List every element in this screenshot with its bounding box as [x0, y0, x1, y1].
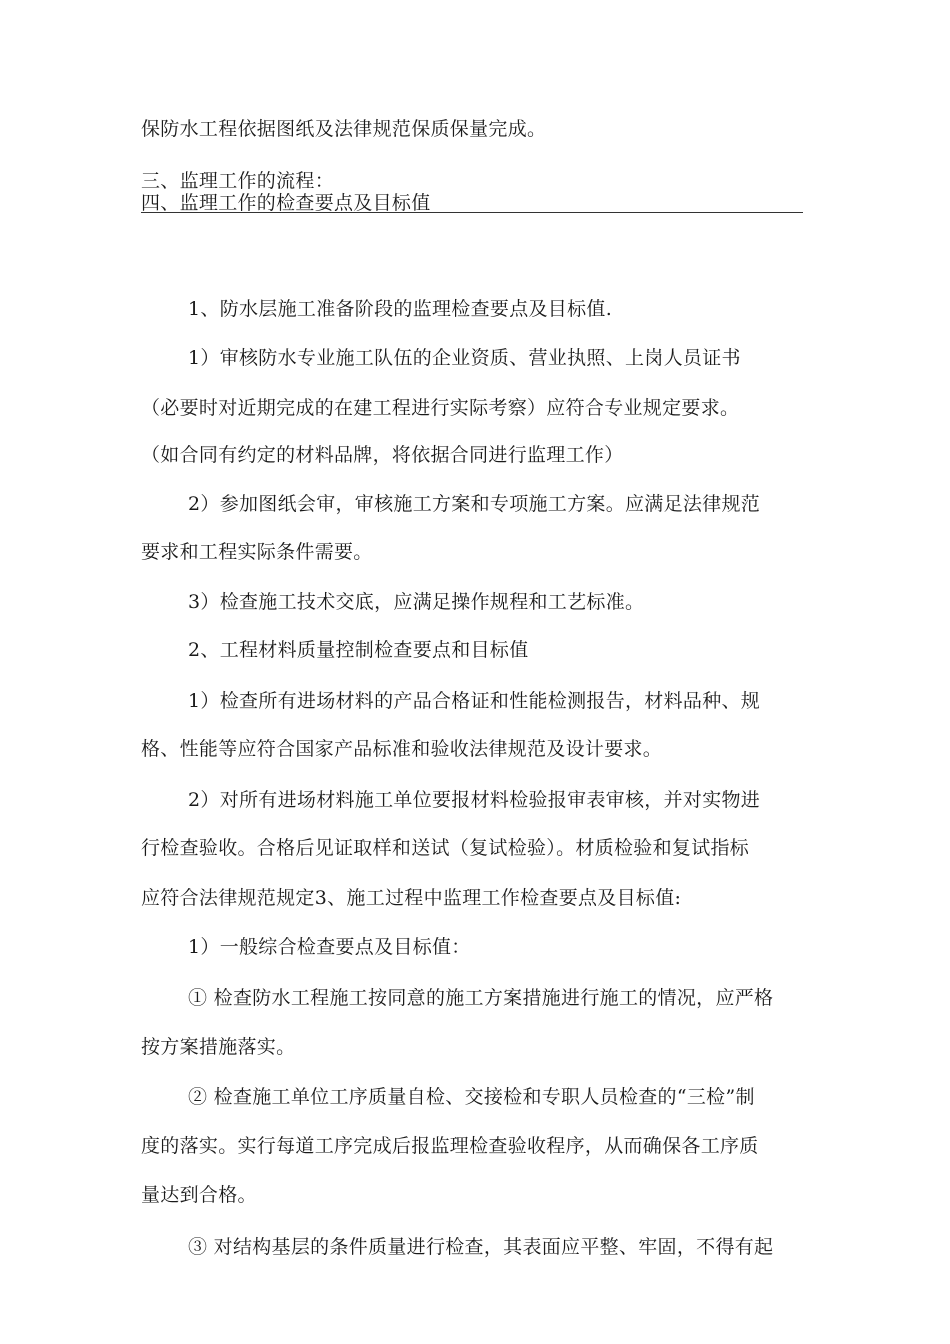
paragraph-line: 1）审核防水专业施工队伍的企业资质、营业执照、上岗人员证书: [188, 347, 741, 369]
paragraph-line: 2）参加图纸会审，审核施工方案和专项施工方案。应满足法律规范: [188, 493, 761, 515]
subsection-heading-2: 2、工程材料质量控制检查要点和目标值: [188, 639, 529, 661]
section-heading-3: 三、监理工作的流程：: [141, 170, 335, 192]
paragraph-line: （必要时对近期完成的在建工程进行实际考察）应符合专业规定要求。: [141, 397, 740, 419]
paragraph-line: 3）检查施工技术交底，应满足操作规程和工艺标准。: [188, 591, 645, 613]
paragraph-line: 格、性能等应符合国家产品标准和验收法律规范及设计要求。: [141, 738, 663, 760]
paragraph-line: 按方案措施落实。: [141, 1036, 296, 1058]
paragraph-line: ② 检查施工单位工序质量自检、交接检和专职人员检查的“三检”制: [188, 1086, 755, 1108]
section-heading-4: 四、监理工作的检查要点及目标值: [141, 192, 431, 214]
paragraph-line: 1）检查所有进场材料的产品合格证和性能检测报告，材料品种、规: [188, 690, 761, 712]
paragraph-line: 保防水工程依据图纸及法律规范保质保量完成。: [141, 118, 547, 140]
paragraph-line: 要求和工程实际条件需要。: [141, 541, 373, 563]
paragraph-line: 应符合法律规范规定3、施工过程中监理工作检查要点及目标值:: [141, 887, 682, 909]
paragraph-line: 行检查验收。合格后见证取样和送试（复试检验）。材质检验和复试指标: [141, 837, 750, 859]
heading-underline: [141, 212, 803, 213]
paragraph-line: ③ 对结构基层的条件质量进行检查，其表面应平整、牢固，不得有起: [188, 1236, 774, 1258]
paragraph-line: （如合同有约定的材料品牌，将依据合同进行监理工作）: [141, 444, 624, 466]
paragraph-line: 2）对所有进场材料施工单位要报材料检验报审表审核，并对实物进: [188, 789, 761, 811]
subsection-heading-1: 1、防水层施工准备阶段的监理检查要点及目标值.: [188, 298, 613, 320]
paragraph-line: 1）一般综合检查要点及目标值：: [188, 936, 471, 958]
paragraph-line: ① 检查防水工程施工按同意的施工方案措施进行施工的情况，应严格: [188, 987, 774, 1009]
paragraph-line: 度的落实。实行每道工序完成后报监理检查验收程序，从而确保各工序质: [141, 1135, 759, 1157]
paragraph-line: 量达到合格。: [141, 1184, 257, 1206]
